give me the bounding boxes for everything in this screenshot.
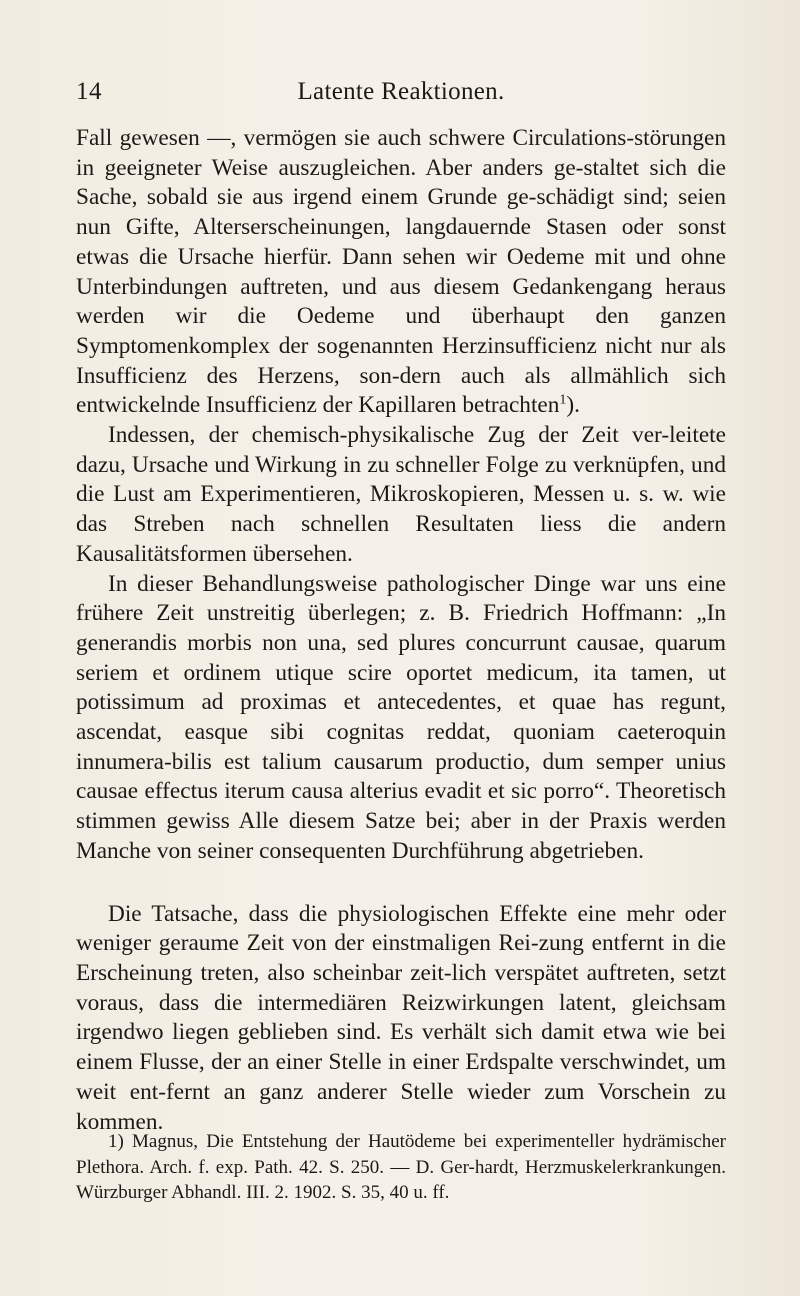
paragraph — [76, 124, 726, 421]
page-number: 14 — [76, 78, 102, 105]
footnote: 1) Magnus, Die Entstehung der Hautödeme bei experimenteller hydrämischer Plethora. Arch. f. exp. Path. 42. S. 250. — D. Ger-hardt, Herzmuskelerkrankungen. Würzburger Abhandl. III. 2. 1902. S. 35, 40 u. ff. — [76, 1131, 726, 1203]
paragraph-end: ). — [566, 392, 580, 419]
paragraph: In dieser Behandlungsweise pathologischer Dinge war uns eine frühere Zeit unstreitig überlegen; z. B. Friedrich Hoffmann: „In generandis morbis non una, sed plures concurrunt causae, quarum seriem et ordinem utique scire oportet medicum, ita tamen, ut potissimum ad proximas et antecedentes, et quae has regunt, ascendat, easque sibi cognitas reddat, quoniam caeteroquin innumera-bilis est talium causarum productio, dum semper unius causae effectus iterum causa alterius evadit et sic porro“. Theoretisch stimmen gewiss Alle diesem Satze bei; aber in der Praxis werden Manche von seiner consequenten Durchführung abgetrieben. — [76, 570, 726, 864]
page-header — [76, 78, 726, 118]
paragraph-text: Fall gewesen —, vermögen sie auch schwere Circulations-störungen in geeigneter Weise auszugleichen. Aber anders ge-staltet sich die Sache, sobald sie aus irgend einem Grunde ge-schädigt sind; seien nun Gifte, Alterserscheinungen, langdauernde Stasen oder sonst etwas die Ursache hierfür. Dann sehen wir Oedeme mit und ohne Unterbindungen auftreten, und aus diesem Gedankengang heraus werden wir die Oedeme und überhaupt den ganzen Symptomenkomplex der sogenannten Herzinsufficienz nicht nur als Insufficienz des Herzens, son-dern auch als allmählich sich entwickelnde Insufficienz der Kapillaren betrachten — [76, 125, 726, 419]
footnote-marker: 1 — [559, 392, 567, 408]
footnotes — [76, 1129, 726, 1206]
paragraph: Indessen, der chemisch-physikalische Zug der Zeit ver-leitete dazu, Ursache und Wirkung in zu schneller Folge zu verknüpfen, und die Lust am Experimentieren, Mikroskopieren, Messen u. s. w. wie das Streben nach schnellen Resultaten liess die andern Kausalitätsformen übersehen. — [76, 422, 726, 567]
body-text — [76, 124, 726, 1137]
running-title: Latente Reaktionen. — [297, 78, 505, 105]
paragraph: Die Tatsache, dass die physiologischen Effekte eine mehr oder weniger geraume Zeit von der einstmaligen Rei-zung entfernt in die Erscheinung treten, also scheinbar zeit-lich verspätet auftreten, setzt voraus, dass die intermediären Reizwirkungen latent, gleichsam irgendwo liegen geblieben sind. Es verhält sich damit etwa wie bei einem Flusse, der an einer Stelle in einer Erdspalte verschwindet, um weit ent-fernt an ganz anderer Stelle wieder zum Vorschein zu kommen. — [76, 900, 726, 1135]
